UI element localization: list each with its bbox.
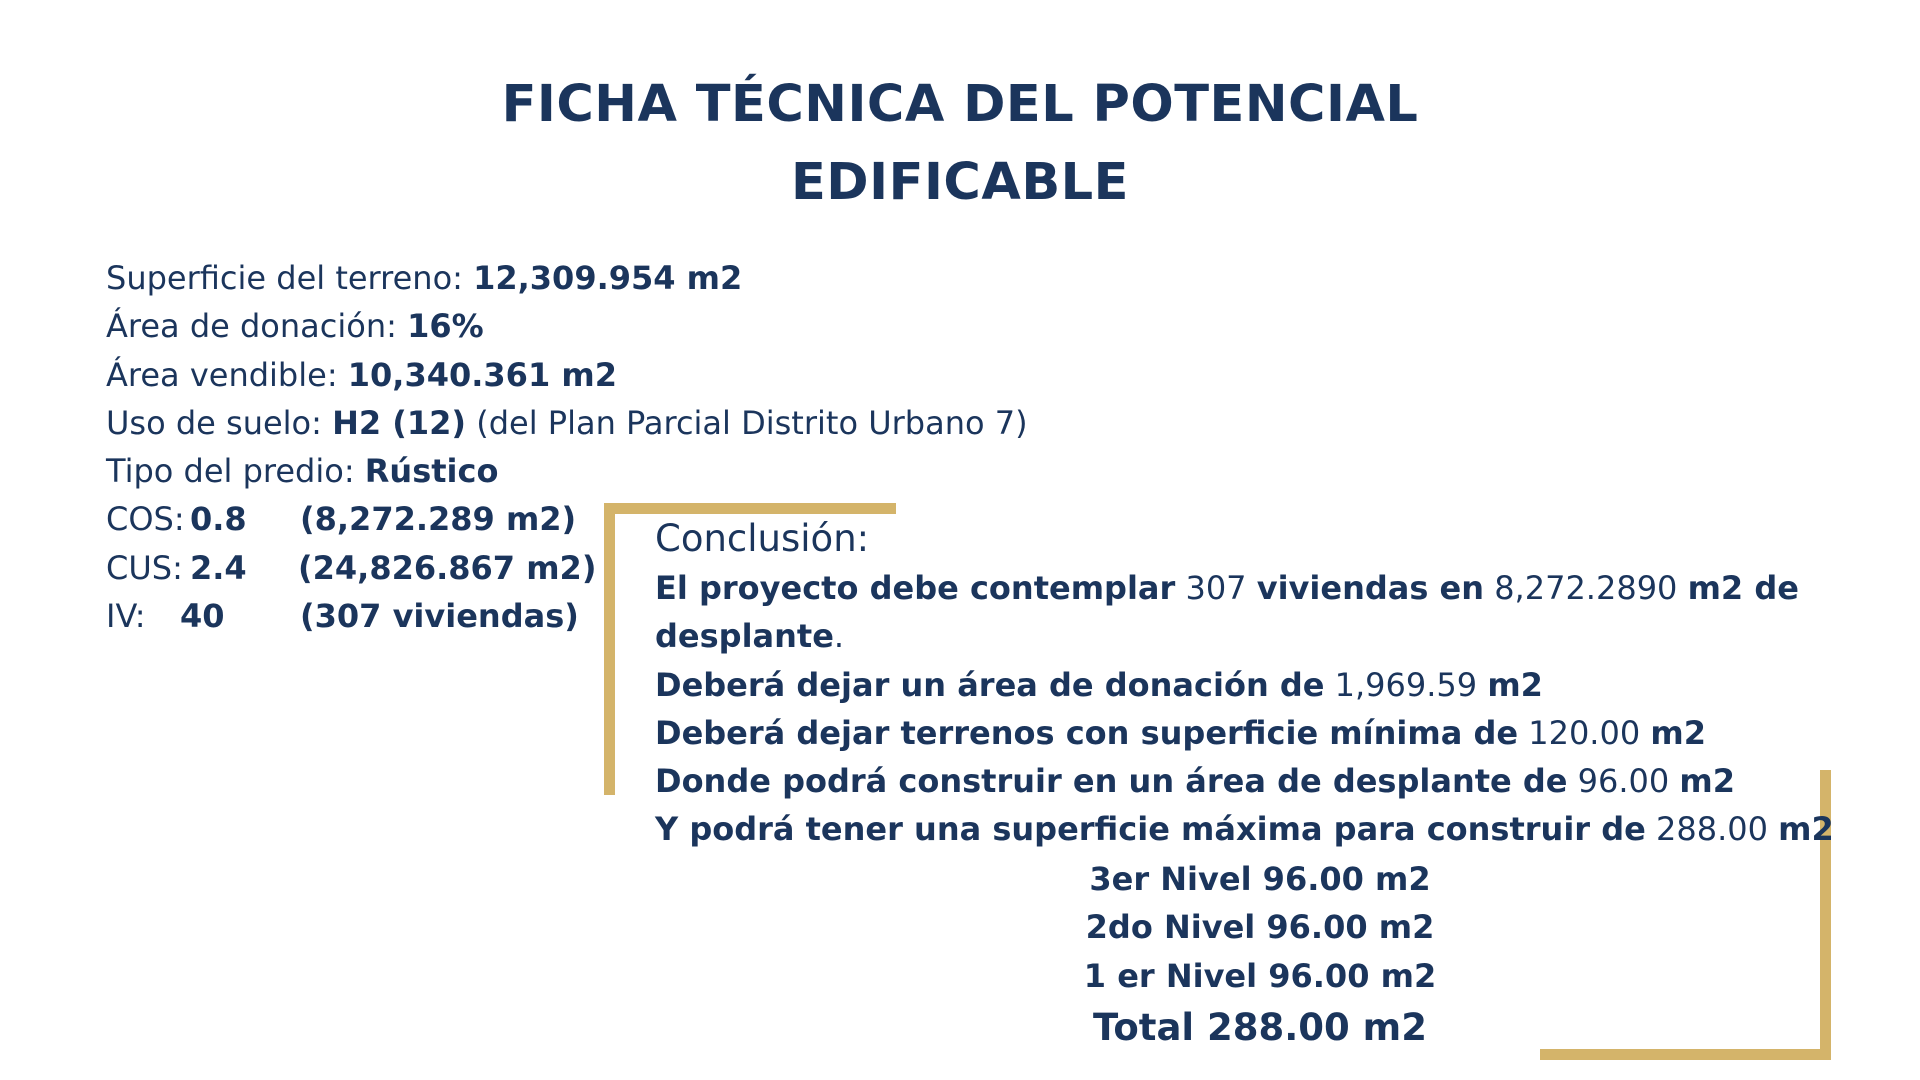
frame-corner-bottom-right-horizontal (1540, 1049, 1831, 1060)
spec-iv-label: IV: (106, 597, 146, 636)
conclusion-l4-b: 96.00 (1567, 762, 1680, 801)
conclusion-l2-a: Deberá dejar un área de donación de (655, 665, 1325, 704)
spec-vendible (106, 351, 1028, 399)
conclusion-line-2 (655, 661, 1815, 709)
spec-cos-extra: (8,272.289 m2) (300, 500, 577, 539)
levels-summary (1000, 855, 1520, 1056)
spec-uso-label: Uso de suelo: (106, 403, 333, 442)
conclusion-line-4 (655, 757, 1815, 805)
spec-superficie-label: Superficie del terreno: (106, 259, 474, 297)
conclusion-l5-c: m2 (1778, 810, 1834, 849)
level-3: 3er Nivel 96.00 m2 (1089, 860, 1431, 898)
spec-superficie (106, 254, 1028, 302)
spec-cos-value: 0.8 (190, 500, 247, 539)
spec-cus-extra: (24,826.867 m2) (298, 548, 597, 587)
frame-corner-top-left-vertical (604, 503, 615, 795)
spec-cus-label: CUS: (106, 548, 183, 587)
spec-tipo-label: Tipo del predio: (106, 452, 365, 491)
conclusion-l1-f: . (833, 617, 845, 656)
conclusion-l4-c: m2 (1679, 762, 1736, 801)
spec-tipo (106, 447, 1028, 495)
conclusion-l3-c: m2 (1650, 713, 1706, 752)
conclusion-l4-a: Donde podrá construir en un área de desplante de (655, 762, 1568, 801)
conclusion-line-3 (655, 709, 1815, 757)
title-line-2: EDIFICABLE (790, 153, 1130, 212)
conclusion-block (655, 514, 1834, 854)
conclusion-l2-b: 1,969.59 (1324, 665, 1488, 704)
conclusion-l1-b: 307 (1175, 569, 1257, 607)
spec-uso-note: (del Plan Parcial Distrito Urbano 7) (466, 403, 1028, 442)
level-1: 1 er Nivel 96.00 m2 (1083, 956, 1437, 995)
spec-iv-value: 40 (180, 597, 225, 636)
spec-superficie-value: 12,309.954 m2 (473, 259, 743, 297)
conclusion-line-1 (655, 564, 1815, 661)
conclusion-l2-c: m2 (1487, 665, 1543, 704)
level-2: 2do Nivel 96.00 m2 (1085, 908, 1435, 947)
conclusion-l3-a: Deberá dejar terrenos con superficie mínima de (655, 713, 1519, 752)
conclusion-l1-c: viviendas en (1256, 569, 1485, 607)
conclusion-l1-d: 8,272.2890 (1484, 569, 1688, 607)
page-title (0, 66, 1920, 222)
conclusion-l5-b: 288.00 (1645, 810, 1779, 849)
spec-donacion (106, 302, 1028, 350)
spec-donacion-label: Área de donación: (106, 307, 408, 346)
spec-tipo-value: Rústico (364, 452, 499, 491)
spec-vendible-value: 10,340.361 m2 (347, 355, 617, 394)
conclusion-heading: Conclusión: (655, 517, 870, 560)
frame-corner-top-left-horizontal (604, 503, 896, 514)
spec-uso (106, 399, 1028, 447)
title-line-1: FICHA TÉCNICA DEL POTENCIAL (501, 75, 1419, 134)
spec-uso-value: H2 (12) (332, 403, 467, 442)
conclusion-line-5 (655, 805, 1834, 853)
spec-vendible-label: Área vendible: (106, 355, 348, 394)
spec-cos-label: COS: (106, 500, 185, 539)
spec-cus-value: 2.4 (190, 548, 247, 587)
spec-iv-extra: (307 viviendas) (300, 597, 579, 636)
spec-donacion-value: 16% (407, 307, 484, 346)
conclusion-l1-e: m2 de desplante (655, 569, 1799, 656)
conclusion-l5-a: Y podrá tener una superficie máxima para construir de (655, 810, 1646, 849)
conclusion-l3-b: 120.00 (1518, 713, 1651, 752)
conclusion-l1-a: El proyecto debe contemplar (655, 569, 1176, 607)
levels-total: Total 288.00 m2 (1093, 1005, 1427, 1049)
